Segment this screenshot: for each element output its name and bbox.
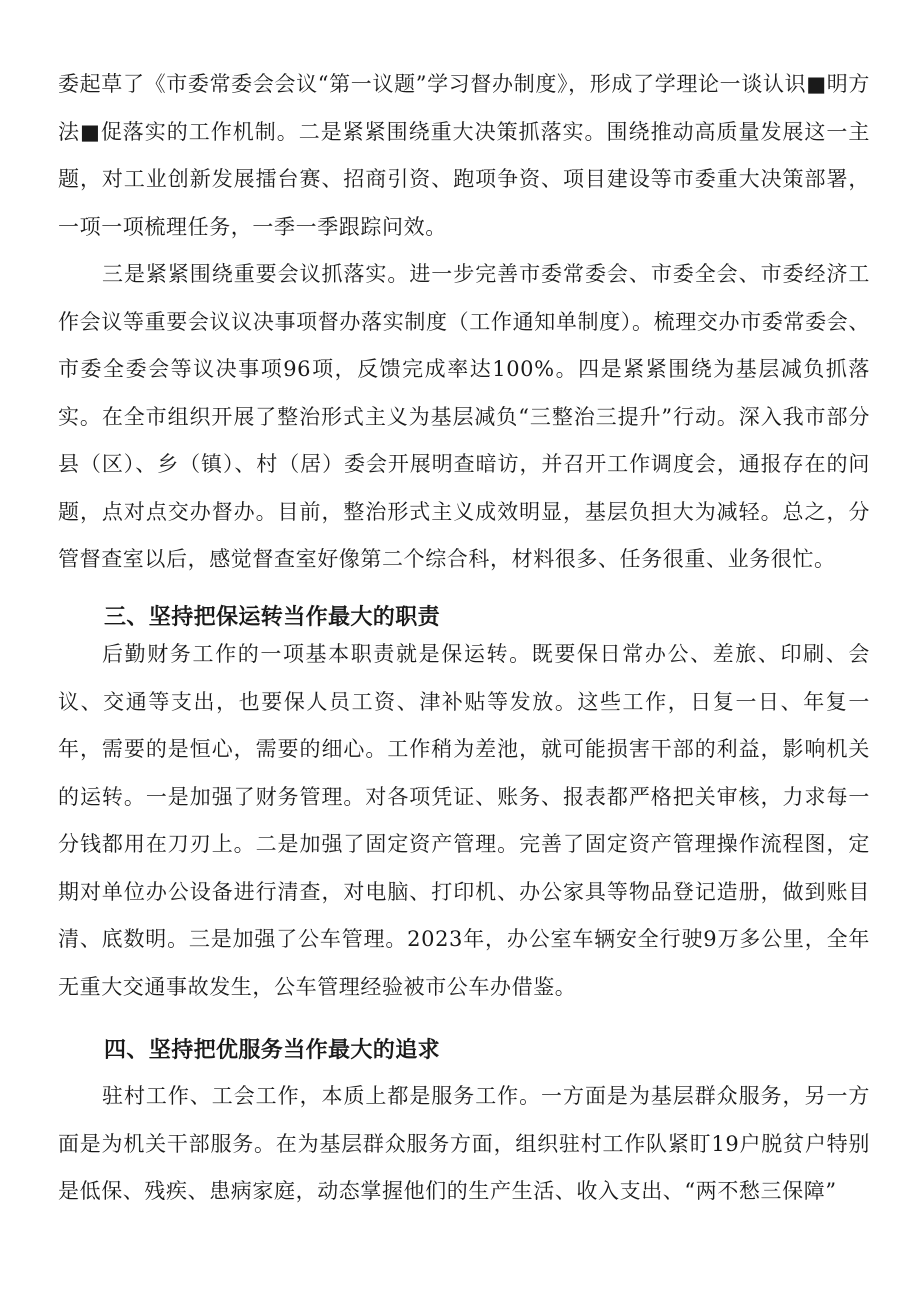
- section-heading-operations: 三、坚持把保运转当作最大的职责: [104, 605, 441, 630]
- paragraph-logistics-finance: 后勤财务工作的一项基本职责就是保运转。既要保日常办公、差旅、印刷、会议、交通等支出，也要保人员工资、津补贴等发放。这些工作，日复一日、年复一年，需要的是恒心，需要的细心。工作稍为差池，就可能损害干部的利益，影响机关的运转。一是加强了财务管理。对各项凭证、账务、报表都严格把关审核，力求每一分钱都用在刀刃上。二是加强了固定资产管理。完善了固定资产管理操作流程图，定期对单位办公设备进行清查，对电脑、打印机、办公家具等物品登记造册，做到账目清、底数明。三是加强了公车管理。2023年，办公室车辆安全行驶9万多公里，全年无重大交通事故发生，公车管理经验被市公车办借鉴。: [58, 642, 870, 999]
- section-heading-service: 四、坚持把优服务当作最大的追求: [104, 1038, 441, 1063]
- paragraph-decision-implementation: 委起草了《市委常委会会议“第一议题”学习督办制度》，形成了学理论一谈认识■明方法■促落实的工作机制。二是紧紧围绕重大决策抓落实。围绕推动高质量发展这一主题，对工业创新发展擂台赛、招商引资、跑项争资、项目建设等市委重大决策部署，一项一项梳理任务，一季一季跟踪问效。: [58, 72, 870, 239]
- paragraph-village-union-work: 驻村工作、工会工作，本质上都是服务工作。一方面是为基层群众服务，另一方面是为机关干部服务。在为基层群众服务方面，组织驻村工作队紧盯19户脱贫户特别是低保、残疾、患病家庭，动态掌握他们的生产生活、收入支出、“两不愁三保障”: [58, 1084, 870, 1203]
- paragraph-meeting-implementation: 三是紧紧围绕重要会议抓落实。进一步完善市委常委会、市委全会、市委经济工作会议等重要会议议决事项督办落实制度（工作通知单制度）。梳理交办市委常委会、市委全委会等议决事项96项，反馈完成率达100%。四是紧紧围绕为基层减负抓落实。在全市组织开展了整治形式主义为基层减负“三整治三提升”行动。深入我市部分县（区）、乡（镇）、村（居）委会开展明查暗访，并召开工作调度会，通报存在的问题，点对点交办督办。目前，整治形式主义成效明显，基层负担大为减轻。总之，分管督查室以后，感觉督查室好像第二个综合科，材料很多、任务很重、业务很忙。: [58, 262, 870, 571]
